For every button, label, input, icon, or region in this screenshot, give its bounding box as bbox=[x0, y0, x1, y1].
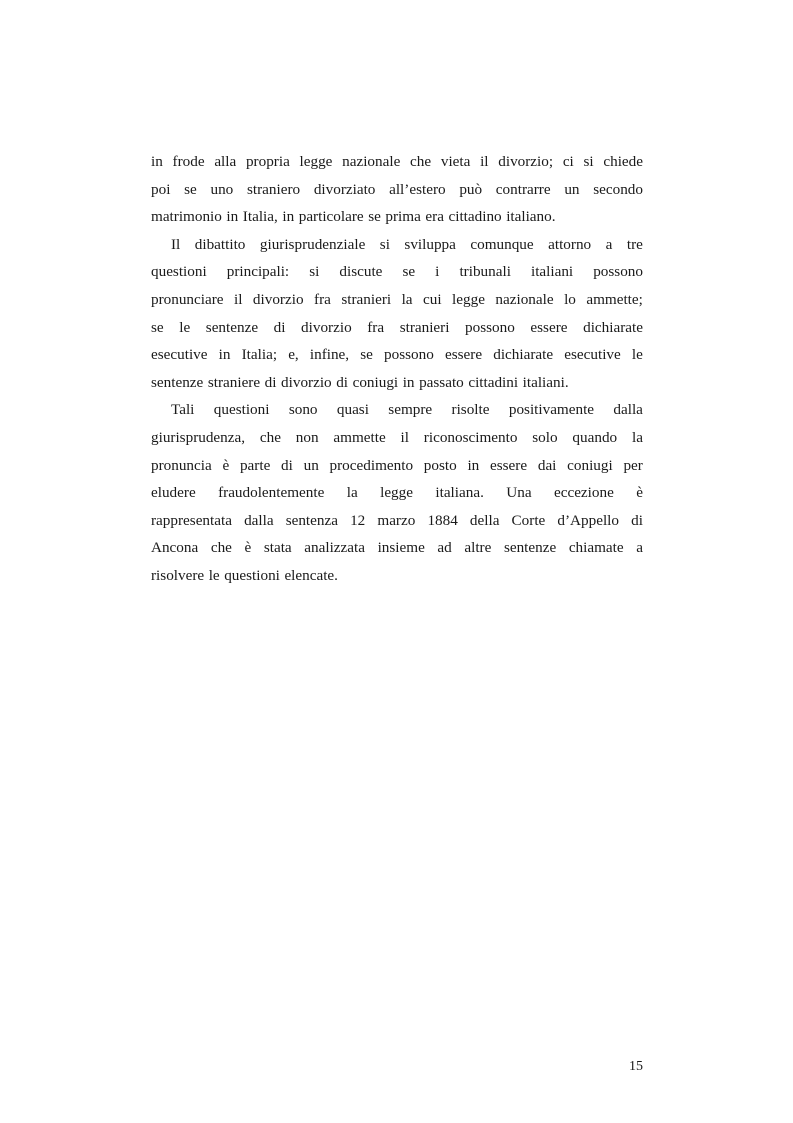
text-line: matrimonio in Italia, in particolare se prima era cittadino italiano. bbox=[151, 208, 556, 226]
text-line: Il dibattito giurisprudenziale si sviluppa comunque attorno a tre bbox=[171, 235, 643, 253]
text-line: questioni principali: si discute se i tribunali italiani possono bbox=[151, 263, 643, 281]
text-line: in frode alla propria legge nazionale che vieta il divorzio; ci si chiede bbox=[151, 153, 643, 170]
text-line: poi se uno straniero divorziato all’estero può contrarre un secondo bbox=[151, 180, 643, 198]
text-line: pronuncia è parte di un procedimento posto in essere dai coniugi per bbox=[151, 456, 643, 474]
text-line: esecutive in Italia; e, infine, se possono essere dichiarate esecutive le bbox=[151, 346, 643, 364]
text-line: pronunciare il divorzio fra stranieri la cui legge nazionale lo ammette; bbox=[151, 290, 643, 308]
body-text bbox=[151, 148, 643, 590]
text-line: Tali questioni sono quasi sempre risolte positivamente dalla bbox=[171, 401, 643, 419]
text-line: eludere fraudolentemente la legge italiana. Una eccezione è bbox=[151, 484, 643, 502]
page-number: 15 bbox=[629, 1059, 643, 1074]
text-line: se le sentenze di divorzio fra stranieri possono essere dichiarate bbox=[151, 318, 643, 336]
text-line: sentenze straniere di divorzio di coniugi in passato cittadini italiani. bbox=[151, 373, 569, 391]
text-line: rappresentata dalla sentenza 12 marzo 1884 della Corte d’Appello di bbox=[151, 511, 643, 529]
text-line: giurisprudenza, che non ammette il riconoscimento solo quando la bbox=[151, 428, 643, 446]
text-line: risolvere le questioni elencate. bbox=[151, 566, 338, 584]
text-line: Ancona che è stata analizzata insieme ad altre sentenze chiamate a bbox=[151, 539, 643, 557]
